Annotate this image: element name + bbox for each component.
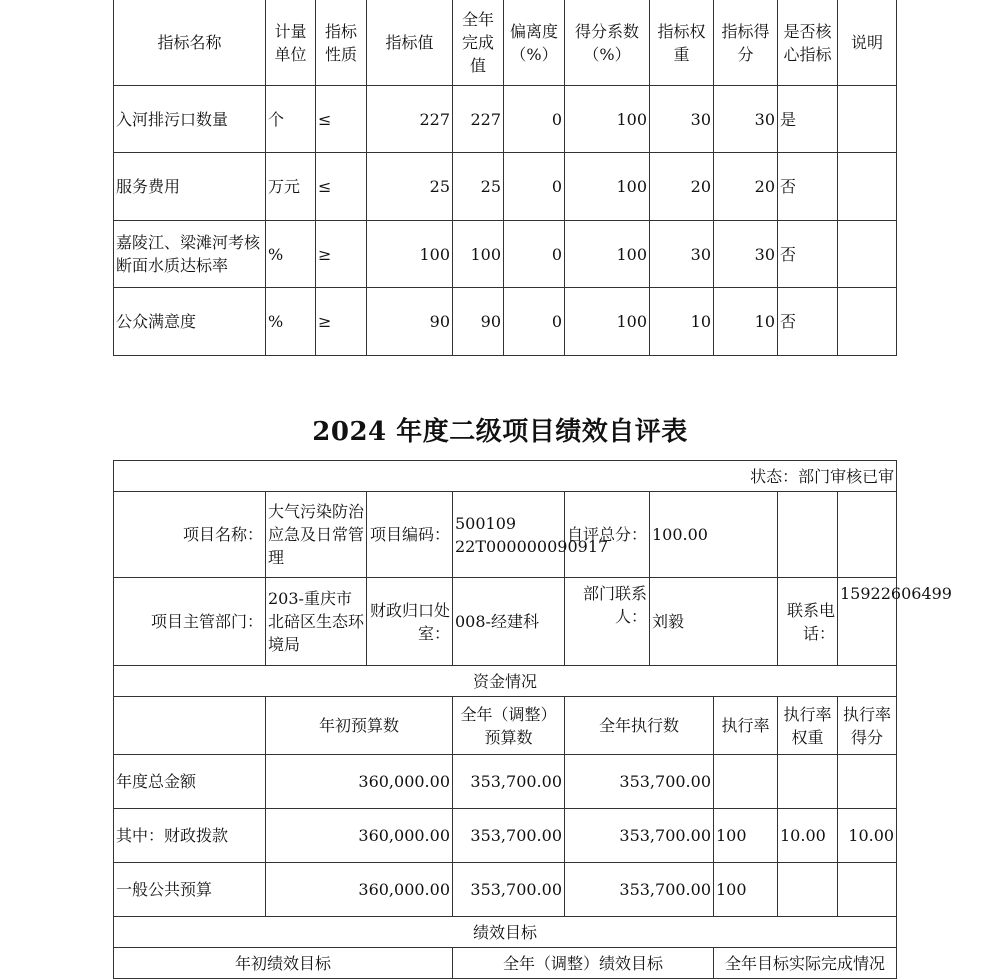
indicator-completed: 100	[453, 221, 504, 288]
funds-rate-value: 100	[714, 863, 778, 917]
status-text: 状态：部门审核已审	[114, 461, 897, 492]
indicator-note	[838, 153, 897, 221]
funds-executed-value: 353,700.00	[565, 863, 714, 917]
perf-section-title: 绩效目标	[114, 917, 897, 948]
header-nature: 指标性质	[316, 0, 367, 86]
indicator-deviation: 0	[504, 86, 565, 153]
contact-value: 刘毅	[650, 578, 778, 666]
perf-header-adjusted: 全年（调整）绩效目标	[453, 948, 714, 979]
table-row	[114, 153, 897, 221]
indicator-core: 否	[778, 221, 838, 288]
indicator-note	[838, 86, 897, 153]
funds-row-label: 年度总金额	[114, 755, 266, 809]
indicator-score: 20	[714, 153, 778, 221]
funds-adjusted-value: 353,700.00	[453, 863, 565, 917]
dept-label: 项目主管部门：	[114, 578, 266, 666]
indicator-coef: 100	[565, 86, 650, 153]
indicator-note	[838, 221, 897, 288]
finance-label: 财政归口处室：	[367, 578, 453, 666]
empty-cell	[838, 492, 897, 578]
header-score: 指标得分	[714, 0, 778, 86]
status-row	[114, 461, 897, 492]
indicator-unit: %	[266, 288, 316, 356]
indicator-weight: 30	[650, 86, 714, 153]
table-row	[114, 863, 897, 917]
table-row	[114, 221, 897, 288]
indicator-value: 100	[367, 221, 453, 288]
funds-adjusted-value: 353,700.00	[453, 809, 565, 863]
project-code-label: 项目编码：	[367, 492, 453, 578]
indicator-core: 是	[778, 86, 838, 153]
indicator-name: 嘉陵江、梁滩河考核断面水质达标率	[114, 221, 266, 288]
indicator-nature: ≤	[316, 153, 367, 221]
funds-weight-value	[778, 755, 838, 809]
funds-weight-value	[778, 863, 838, 917]
indicator-nature: ≥	[316, 288, 367, 356]
project-name-label: 项目名称：	[114, 492, 266, 578]
header-value: 指标值	[367, 0, 453, 86]
funds-adjusted-value: 353,700.00	[453, 755, 565, 809]
funds-initial-value: 360,000.00	[266, 809, 453, 863]
funds-header-weight: 执行率权重	[778, 697, 838, 755]
self-score-label: 自评总分：	[565, 492, 650, 578]
indicator-coef: 100	[565, 288, 650, 356]
project-code-value: 500109 22T000000090917	[453, 492, 565, 578]
header-deviation: 偏离度（%）	[504, 0, 565, 86]
table-row	[114, 755, 897, 809]
funds-row-label: 其中：财政拨款	[114, 809, 266, 863]
funds-initial-value: 360,000.00	[266, 863, 453, 917]
indicator-unit: 个	[266, 86, 316, 153]
funds-section-row	[114, 666, 897, 697]
indicator-weight: 20	[650, 153, 714, 221]
indicator-coef: 100	[565, 153, 650, 221]
indicator-nature: ≤	[316, 86, 367, 153]
evaluation-table	[113, 460, 952, 979]
funds-rate-score-value: 10.00	[838, 809, 897, 863]
header-weight: 指标权重	[650, 0, 714, 86]
header-note: 说明	[838, 0, 897, 86]
funds-header-row	[114, 697, 897, 755]
phone-label: 联系电话：	[778, 578, 838, 666]
perf-header-row	[114, 948, 897, 979]
empty-cell	[114, 697, 266, 755]
indicator-name: 服务费用	[114, 153, 266, 221]
funds-header-adjusted: 全年（调整）预算数	[453, 697, 565, 755]
perf-section-row	[114, 917, 897, 948]
indicator-value: 25	[367, 153, 453, 221]
phone-value: 15922606499	[838, 578, 897, 666]
finance-value: 008-经建科	[453, 578, 565, 666]
indicator-deviation: 0	[504, 288, 565, 356]
indicator-table	[113, 0, 897, 356]
indicator-deviation: 0	[504, 221, 565, 288]
funds-rate-value: 100	[714, 809, 778, 863]
dept-value: 203-重庆市北碚区生态环境局	[266, 578, 367, 666]
indicator-completed: 227	[453, 86, 504, 153]
funds-executed-value: 353,700.00	[565, 755, 714, 809]
funds-header-rate-score: 执行率得分	[838, 697, 897, 755]
table-row	[114, 809, 897, 863]
indicator-completed: 90	[453, 288, 504, 356]
indicator-weight: 30	[650, 221, 714, 288]
indicator-name: 公众满意度	[114, 288, 266, 356]
header-core: 是否核心指标	[778, 0, 838, 86]
dept-info-row	[114, 578, 897, 666]
indicator-score: 10	[714, 288, 778, 356]
indicator-value: 90	[367, 288, 453, 356]
funds-executed-value: 353,700.00	[565, 809, 714, 863]
indicator-unit: %	[266, 221, 316, 288]
funds-header-executed: 全年执行数	[565, 697, 714, 755]
indicator-nature: ≥	[316, 221, 367, 288]
perf-header-initial: 年初绩效目标	[114, 948, 453, 979]
indicator-header-row	[114, 0, 897, 86]
indicator-score: 30	[714, 86, 778, 153]
funds-weight-value: 10.00	[778, 809, 838, 863]
indicator-name: 入河排污口数量	[114, 86, 266, 153]
indicator-value: 227	[367, 86, 453, 153]
funds-section-title: 资金情况	[114, 666, 897, 697]
funds-row-label: 一般公共预算	[114, 863, 266, 917]
header-coef: 得分系数（%）	[565, 0, 650, 86]
indicator-weight: 10	[650, 288, 714, 356]
indicator-deviation: 0	[504, 153, 565, 221]
table-row	[114, 288, 897, 356]
empty-cell	[778, 492, 838, 578]
table-row	[114, 86, 897, 153]
indicator-score: 30	[714, 221, 778, 288]
funds-initial-value: 360,000.00	[266, 755, 453, 809]
funds-rate-value	[714, 755, 778, 809]
indicator-completed: 25	[453, 153, 504, 221]
page-title: 2024 年度二级项目绩效自评表	[312, 417, 688, 447]
contact-label: 部门联系人：	[565, 578, 650, 666]
indicator-unit: 万元	[266, 153, 316, 221]
funds-header-initial: 年初预算数	[266, 697, 453, 755]
indicator-core: 否	[778, 288, 838, 356]
funds-header-rate: 执行率	[714, 697, 778, 755]
header-unit: 计量单位	[266, 0, 316, 86]
indicator-coef: 100	[565, 221, 650, 288]
self-score-value: 100.00	[650, 492, 778, 578]
indicator-core: 否	[778, 153, 838, 221]
project-name-value: 大气污染防治应急及日常管理	[266, 492, 367, 578]
header-indicator-name: 指标名称	[114, 0, 266, 86]
header-completed: 全年完成值	[453, 0, 504, 86]
perf-header-actual: 全年目标实际完成情况	[714, 948, 897, 979]
funds-rate-score-value	[838, 863, 897, 917]
indicator-note	[838, 288, 897, 356]
project-info-row	[114, 492, 897, 578]
funds-rate-score-value	[838, 755, 897, 809]
